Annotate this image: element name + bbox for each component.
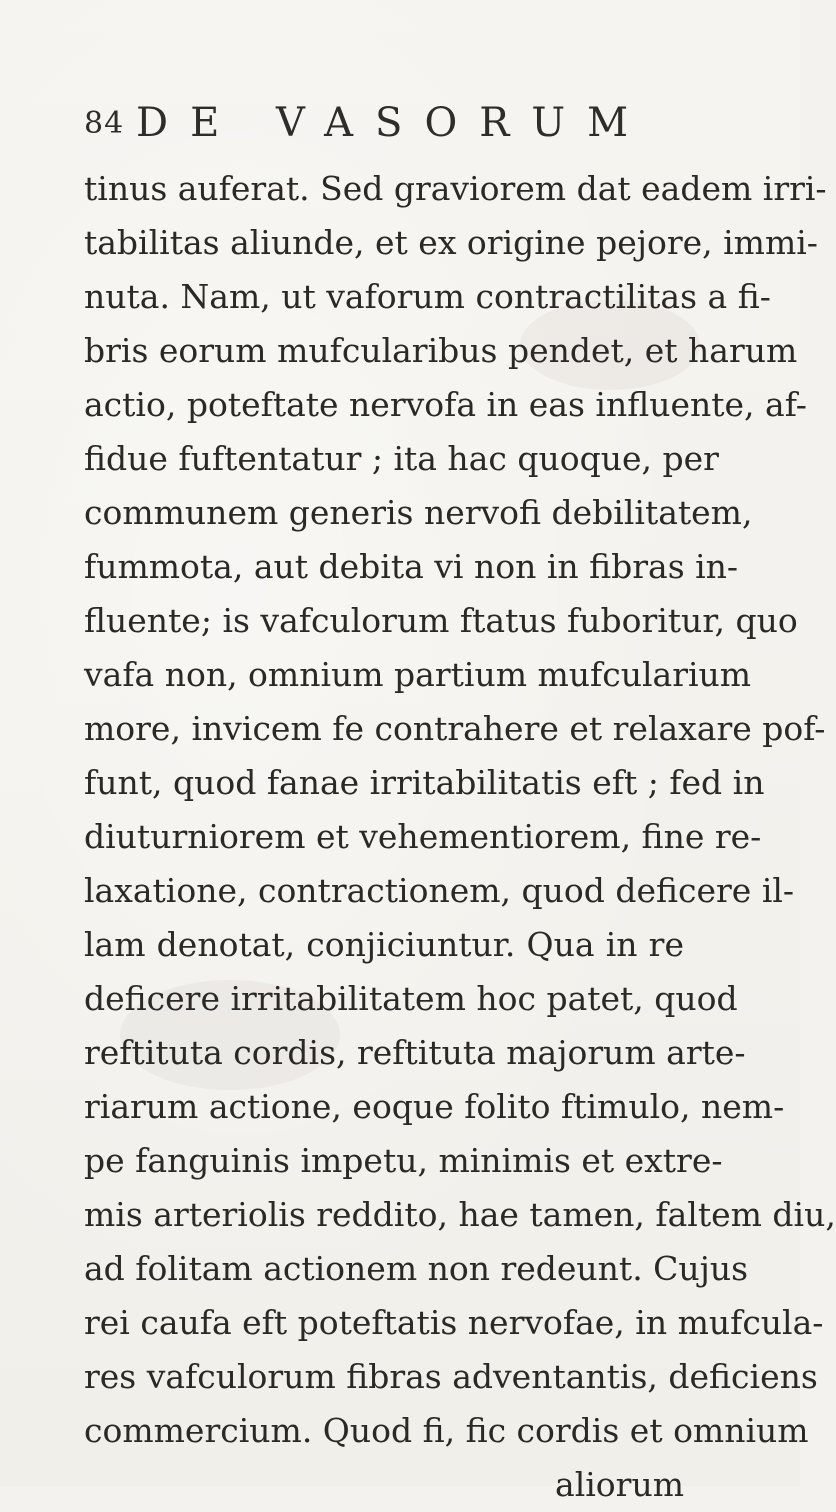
text-line: actio, poteftate nervofa in eas influente, af- <box>84 385 807 424</box>
text-line: funt, quod fanae irritabilitatis eft ; fed in <box>84 763 765 802</box>
text-line: fidue fuftentatur ; ita hac quoque, per <box>84 439 719 478</box>
text-line: pe fanguinis impetu, minimis et extre- <box>84 1141 723 1180</box>
text-line: fluente; is vafculorum ftatus fuboritur, quo <box>84 601 798 640</box>
text-line: res vafculorum fibras adventantis, deficiens <box>84 1357 818 1396</box>
text-line: mis arteriolis reddito, hae tamen, faltem diu, <box>84 1195 836 1234</box>
catchword: aliorum <box>555 1465 684 1504</box>
page-number: 84 <box>84 106 125 141</box>
text-line: tabilitas aliunde, et ex origine pejore, immi- <box>84 223 818 262</box>
text-line: more, invicem fe contrahere et relaxare pof- <box>84 709 826 748</box>
text-line: nuta. Nam, ut vaforum contractilitas a fi- <box>84 277 771 316</box>
text-line: vafa non, omnium partium mufcularium <box>84 655 752 694</box>
text-line: laxatione, contractionem, quod deficere il- <box>84 871 795 910</box>
text-line: riarum actione, eoque folito ftimulo, nem- <box>84 1087 785 1126</box>
text-line: ad folitam actionem non redeunt. Cujus <box>84 1249 749 1288</box>
running-head: DE VASORUM <box>136 100 651 146</box>
text-line: fummota, aut debita vi non in fibras in- <box>84 547 739 586</box>
page-header <box>84 100 764 160</box>
text-line: lam denotat, conjiciuntur. Qua in re <box>84 925 684 964</box>
text-line: commercium. Quod fi, fic cordis et omnium <box>84 1411 809 1450</box>
text-line: reftituta cordis, reftituta majorum arte- <box>84 1033 746 1072</box>
text-line: diuturniorem et vehementiorem, fine re- <box>84 817 762 856</box>
text-line: bris eorum mufcularibus pendet, et harum <box>84 331 798 370</box>
text-line: communem generis nervofi debilitatem, <box>84 493 753 532</box>
body-text <box>84 162 836 1512</box>
text-line: rei caufa eft poteftatis nervofae, in mufcula- <box>84 1303 824 1342</box>
text-line: deficere irritabilitatem hoc patet, quod <box>84 979 738 1018</box>
text-line: tinus auferat. Sed graviorem dat eadem irri- <box>84 169 827 208</box>
